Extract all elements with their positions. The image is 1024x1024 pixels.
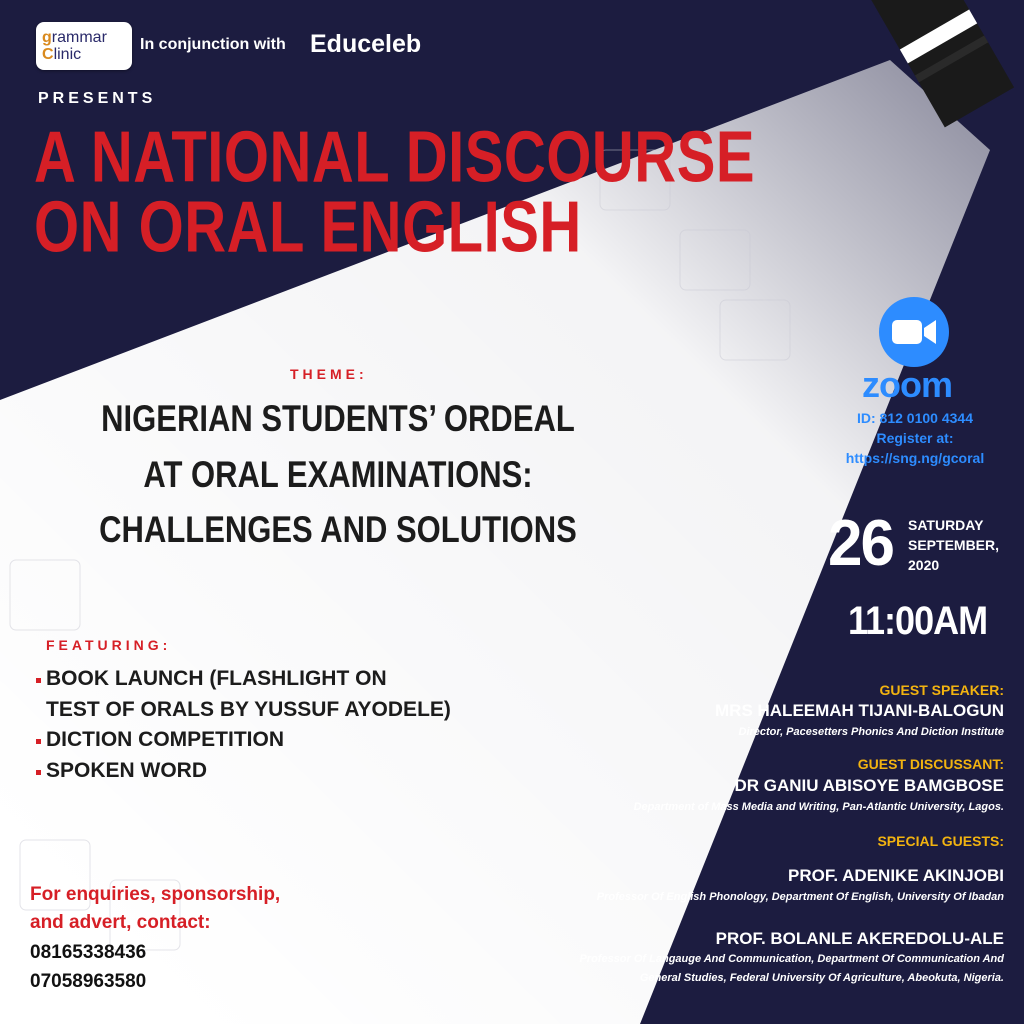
event-day: 26	[828, 507, 893, 580]
event-title-line2: ON ORAL ENGLISH	[34, 186, 582, 268]
theme-label: THEME:	[290, 366, 368, 382]
guest-discussant-label: GUEST DISCUSSANT:	[857, 756, 1004, 772]
presents-label: PRESENTS	[38, 90, 157, 107]
bullet-icon	[36, 739, 41, 744]
theme-line1: NIGERIAN STUDENTS’ ORDEAL	[101, 397, 575, 440]
event-year: 2020	[908, 557, 940, 573]
special-guest-1-description: Professor Of English Phonology, Department Of English, University Of Ibadan	[596, 891, 1004, 903]
contact-text-line2: and advert, contact:	[30, 912, 211, 933]
register-label: Register at:	[876, 430, 954, 446]
guest-speaker-label: GUEST SPEAKER:	[879, 682, 1004, 698]
logo-text-line2: Clinic	[42, 46, 82, 63]
theme-line2: AT ORAL EXAMINATIONS:	[143, 453, 533, 496]
event-time: 11:00AM	[848, 597, 988, 643]
special-guest-2-description-line2: General Studies, Federal University Of Agriculture, Abeokuta, Nigeria.	[639, 972, 1004, 984]
featuring-item-spoken-word: SPOKEN WORD	[46, 759, 208, 782]
conjunction-text: In conjunction with	[140, 36, 286, 53]
contact-phone-2[interactable]: 07058963580	[30, 971, 147, 992]
zoom-camera-icon	[878, 296, 950, 368]
bullet-icon	[36, 678, 41, 683]
contact-text-line1: For enquiries, sponsorship,	[30, 884, 281, 905]
grammar-clinic-logo	[36, 22, 132, 70]
event-title-line1: A NATIONAL DISCOURSE	[34, 116, 756, 198]
register-link[interactable]: https://sng.ng/gcoral	[845, 450, 985, 466]
featuring-item-book-launch: BOOK LAUNCH (FLASHLIGHT ON	[46, 667, 387, 690]
special-guests-label: SPECIAL GUESTS:	[877, 833, 1004, 849]
zoom-meeting-id: ID: 812 0100 4344	[857, 410, 973, 426]
featuring-item-book-launch-cont: TEST OF ORALS BY YUSSUF AYODELE)	[46, 698, 451, 721]
partner-name: Educeleb	[310, 30, 422, 58]
special-guest-1-name: PROF. ADENIKE AKINJOBI	[788, 866, 1004, 885]
special-guest-2-name: PROF. BOLANLE AKEREDOLU-ALE	[715, 929, 1004, 948]
event-weekday: SATURDAY	[908, 517, 984, 533]
special-guest-2-description-line1: Professor Of Langauge And Communication, Department Of Communication And	[579, 953, 1004, 965]
zoom-logo-text: zoom	[862, 364, 952, 405]
guest-discussant-name: DR GANIU ABISOYE BAMGBOSE	[734, 776, 1004, 795]
guest-discussant-description: Department of Mass Media and Writing, Pan-Atlantic University, Lagos.	[633, 801, 1004, 813]
contact-phone-1[interactable]: 08165338436	[30, 942, 147, 963]
logo-text-line1: grammar	[42, 29, 107, 46]
event-month: SEPTEMBER,	[908, 537, 1000, 553]
guest-speaker-description: Director, Pacesetters Phonics And Diction Institute	[738, 726, 1004, 738]
bullet-icon	[36, 770, 41, 775]
theme-line3: CHALLENGES AND SOLUTIONS	[99, 508, 577, 551]
featuring-label: FEATURING:	[46, 637, 172, 653]
guest-speaker-name: MRS HALEEMAH TIJANI-BALOGUN	[715, 701, 1004, 720]
featuring-item-diction: DICTION COMPETITION	[46, 728, 284, 751]
